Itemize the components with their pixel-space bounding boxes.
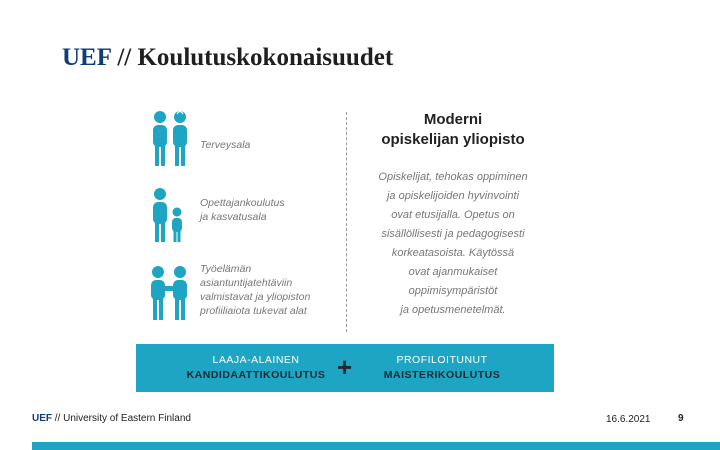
two-persons-icon: [148, 108, 192, 168]
modern-university-panel: [358, 110, 548, 320]
section-divider: [346, 112, 347, 332]
handshake-persons-icon: [148, 264, 192, 324]
bachelor-program-label: [176, 353, 336, 383]
footer-brand: UEF: [32, 413, 52, 424]
adult-child-icon: [148, 186, 192, 246]
area-item-teacher-education: [148, 186, 338, 246]
modern-university-heading: Moderni opiskelijan yliopisto: [381, 111, 525, 148]
footer-university-name: // University of Eastern Finland: [52, 413, 191, 424]
bachelor-line1: LAAJA-ALAINEN: [212, 354, 300, 366]
modern-university-text: Opiskelijat, tehokas oppiminen ja opiskelijoiden hyvinvointi ovat etusijalla. Opetus on sisällöllisesti ja pedagogisesti korkeatasoista. Käytössä ovat ajanmukaiset oppimisympäristöt ja opetusmenetelmät.: [378, 171, 528, 316]
area-item-working-life: [148, 264, 338, 324]
page-number: 9: [678, 413, 684, 424]
footer-university: [32, 413, 191, 424]
title-brand: UEF: [62, 44, 112, 71]
area-label-health: Terveysala: [200, 139, 251, 151]
bachelor-line2: KANDIDAATTIKOULUTUS: [186, 369, 326, 381]
degree-banner: [136, 344, 554, 392]
footer-date: 16.6.2021: [606, 414, 651, 425]
education-areas-panel: [148, 108, 338, 338]
area-label-teacher-education: Opettajankoulutus ja kasvatusala: [200, 197, 285, 223]
title-separator: //: [117, 44, 132, 71]
title-text: Koulutuskokonaisuudet: [137, 44, 394, 71]
plus-sign: +: [337, 352, 353, 382]
footer-accent-bar: [32, 442, 720, 450]
master-line2: MAISTERIKOULUTUS: [383, 369, 501, 381]
master-line1: PROFILOITUNUT: [396, 354, 488, 366]
area-item-health: [148, 108, 338, 168]
area-label-working-life: Työelämän asiantuntijatehtäviin valmistavat ja yliopiston profiiliaiota tukevat alat: [200, 263, 311, 317]
master-program-label: [362, 353, 522, 383]
page-title: [62, 44, 393, 72]
